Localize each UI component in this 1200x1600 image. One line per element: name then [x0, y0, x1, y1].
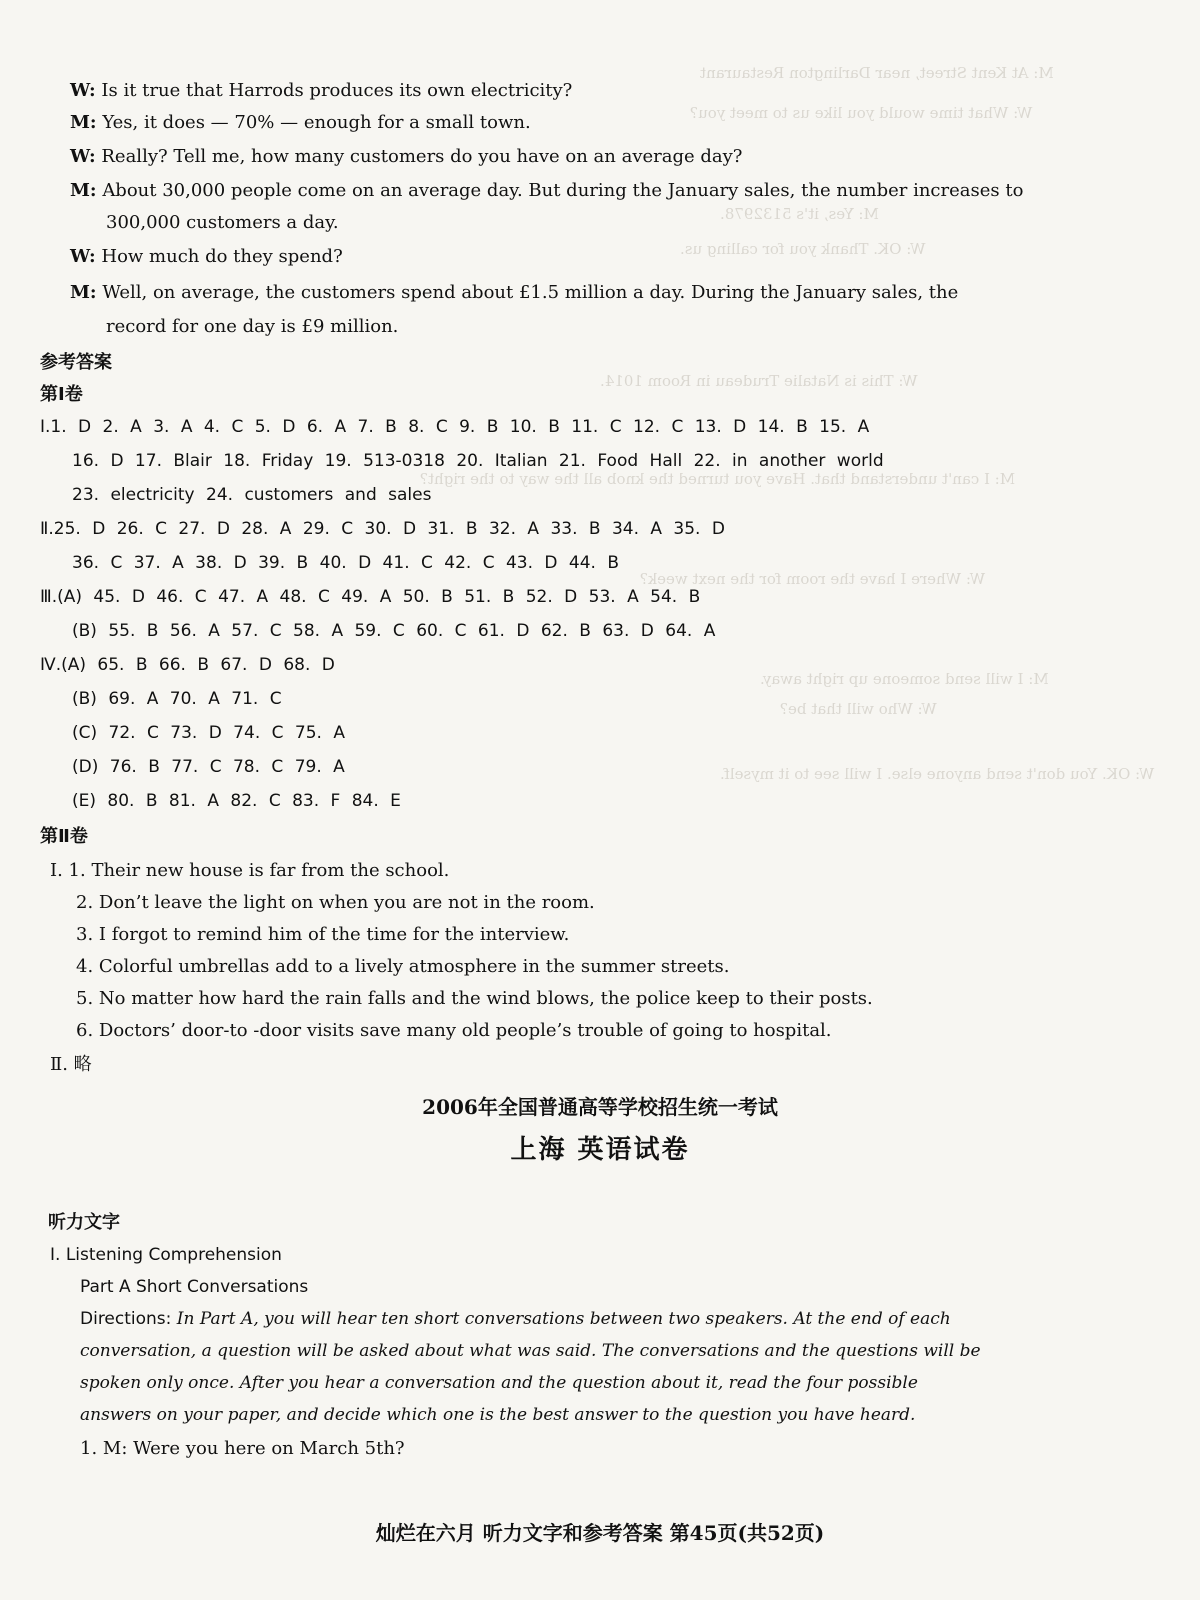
- bleed-line: W: What time would you like us to meet you?: [690, 104, 1033, 122]
- dialogue-line: [70, 180, 1023, 202]
- answer-line: 23. electricity 24. customers and sales: [72, 485, 432, 505]
- answer-line: Ⅰ.1. D 2. A 3. A 4. C 5. D 6. A 7. B 8. C 9. B 10. B 11. C 12. C 13. D 14. B 15. A: [40, 417, 870, 437]
- speaker-label: M:: [70, 282, 97, 303]
- exam-subtitle: 上海 英语试卷: [510, 1135, 690, 1165]
- dialogue-line: [70, 80, 572, 102]
- bleed-line: W: OK. You don't send anyone else. I will see to it myself.: [720, 765, 1155, 783]
- answer-line: Ⅲ.(A) 45. D 46. C 47. A 48. C 49. A 50. B 51. B 52. D 53. A 54. B: [40, 587, 701, 607]
- bleed-line: W: Who will that be?: [780, 700, 937, 718]
- dialogue-line: [70, 112, 531, 134]
- answer-sentence: 4. Colorful umbrellas add to a lively atmosphere in the summer streets.: [76, 956, 730, 977]
- page-footer: 灿烂在六月 听力文字和参考答案 第45页(共52页): [375, 1521, 825, 1545]
- answer-line: (E) 80. B 81. A 82. C 83. F 84. E: [72, 791, 401, 811]
- speaker-label: W:: [70, 146, 96, 167]
- dialogue-text: record for one day is £9 million.: [106, 316, 399, 337]
- bleed-line: W: Where I have the room for the next week?: [640, 570, 986, 588]
- bleed-line: M: At Kent Street, near Darlington Restaurant: [700, 64, 1054, 82]
- dialogue-line: [70, 282, 958, 304]
- volume-two-heading: 第Ⅱ卷: [40, 826, 88, 847]
- exam-title: 2006年全国普通高等学校招生统一考试: [422, 1095, 778, 1119]
- speaker-label: M:: [70, 112, 97, 133]
- part-title: Part A Short Conversations: [80, 1277, 309, 1297]
- dialogue-text: Is it true that Harrods produces its own electricity?: [101, 80, 573, 101]
- bleed-line: W: This is Natalie Trudeau in Room 1014.: [600, 372, 918, 390]
- directions-line: spoken only once. After you hear a conversation and the question about it, read the four possible: [80, 1373, 918, 1393]
- dialogue-text: Well, on average, the customers spend about £1.5 million a day. During the January sales, the: [102, 282, 959, 303]
- directions-line: conversation, a question will be asked about what was said. The conversations and the questions will be: [80, 1341, 981, 1361]
- section-title: Ⅰ. Listening Comprehension: [50, 1245, 282, 1265]
- bleed-line: M: Yes, it's 5132978.: [720, 205, 879, 223]
- answer-sentence: 3. I forgot to remind him of the time for the interview.: [76, 924, 570, 945]
- answer-line: Ⅳ.(A) 65. B 66. B 67. D 68. D: [40, 655, 335, 675]
- speaker-label: W:: [70, 246, 96, 267]
- answer-line: (B) 55. B 56. A 57. C 58. A 59. C 60. C 61. D 62. B 63. D 64. A: [72, 621, 716, 641]
- directions-label: Directions:: [80, 1309, 172, 1329]
- dialogue-text: Yes, it does — 70% — enough for a small town.: [102, 112, 531, 133]
- answer-sentence: Ⅰ. 1. Their new house is far from the school.: [50, 860, 450, 881]
- bleed-line: M: I will send someone up right away.: [760, 670, 1049, 688]
- answer-line: (B) 69. A 70. A 71. C: [72, 689, 282, 709]
- answer-sentence: Ⅱ. 略: [50, 1054, 92, 1075]
- answer-line: 36. C 37. A 38. D 39. B 40. D 41. C 42. C 43. D 44. B: [72, 553, 620, 573]
- volume-one-heading: 第Ⅰ卷: [40, 384, 83, 405]
- bleed-line: W: OK. Thank you for calling us.: [680, 240, 926, 258]
- speaker-label: W:: [70, 80, 96, 101]
- speaker-label: M:: [70, 180, 97, 201]
- dialogue-text: Really? Tell me, how many customers do you have on an average day?: [101, 146, 743, 167]
- dialogue-text: How much do they spend?: [101, 246, 343, 267]
- answer-sentence: 5. No matter how hard the rain falls and the wind blows, the police keep to their posts.: [76, 988, 873, 1009]
- answer-line: (C) 72. C 73. D 74. C 75. A: [72, 723, 345, 743]
- dialogue-line: [106, 316, 398, 338]
- directions-line: [80, 1308, 951, 1330]
- answer-line: 16. D 17. Blair 18. Friday 19. 513-0318 20. Italian 21. Food Hall 22. in another world: [72, 451, 884, 471]
- answer-line: Ⅱ.25. D 26. C 27. D 28. A 29. C 30. D 31. B 32. A 33. B 34. A 35. D: [40, 519, 725, 539]
- dialogue-line: [70, 146, 742, 168]
- dialogue-text: About 30,000 people come on an average day. But during the January sales, the number increases to: [102, 180, 1024, 201]
- dialogue-line: [106, 212, 339, 234]
- conversation-item: 1. M: Were you here on March 5th?: [80, 1438, 405, 1459]
- answers-heading: 参考答案: [40, 352, 112, 373]
- dialogue-text: 300,000 customers a day.: [106, 212, 339, 233]
- answer-sentence: 6. Doctors’ door-to -door visits save many old people’s trouble of going to hospital.: [76, 1020, 832, 1041]
- directions-text: In Part A, you will hear ten short conversations between two speakers. At the end of each: [176, 1309, 951, 1329]
- answer-sentence: 2. Don’t leave the light on when you are not in the room.: [76, 892, 595, 913]
- dialogue-line: [70, 246, 343, 268]
- directions-line: answers on your paper, and decide which one is the best answer to the question you have heard.: [80, 1405, 916, 1425]
- bleed-line: M: I can't understand that. Have you turned the knob all the way to the right?: [420, 470, 1016, 488]
- answer-line: (D) 76. B 77. C 78. C 79. A: [72, 757, 345, 777]
- listening-heading: 听力文字: [48, 1212, 120, 1233]
